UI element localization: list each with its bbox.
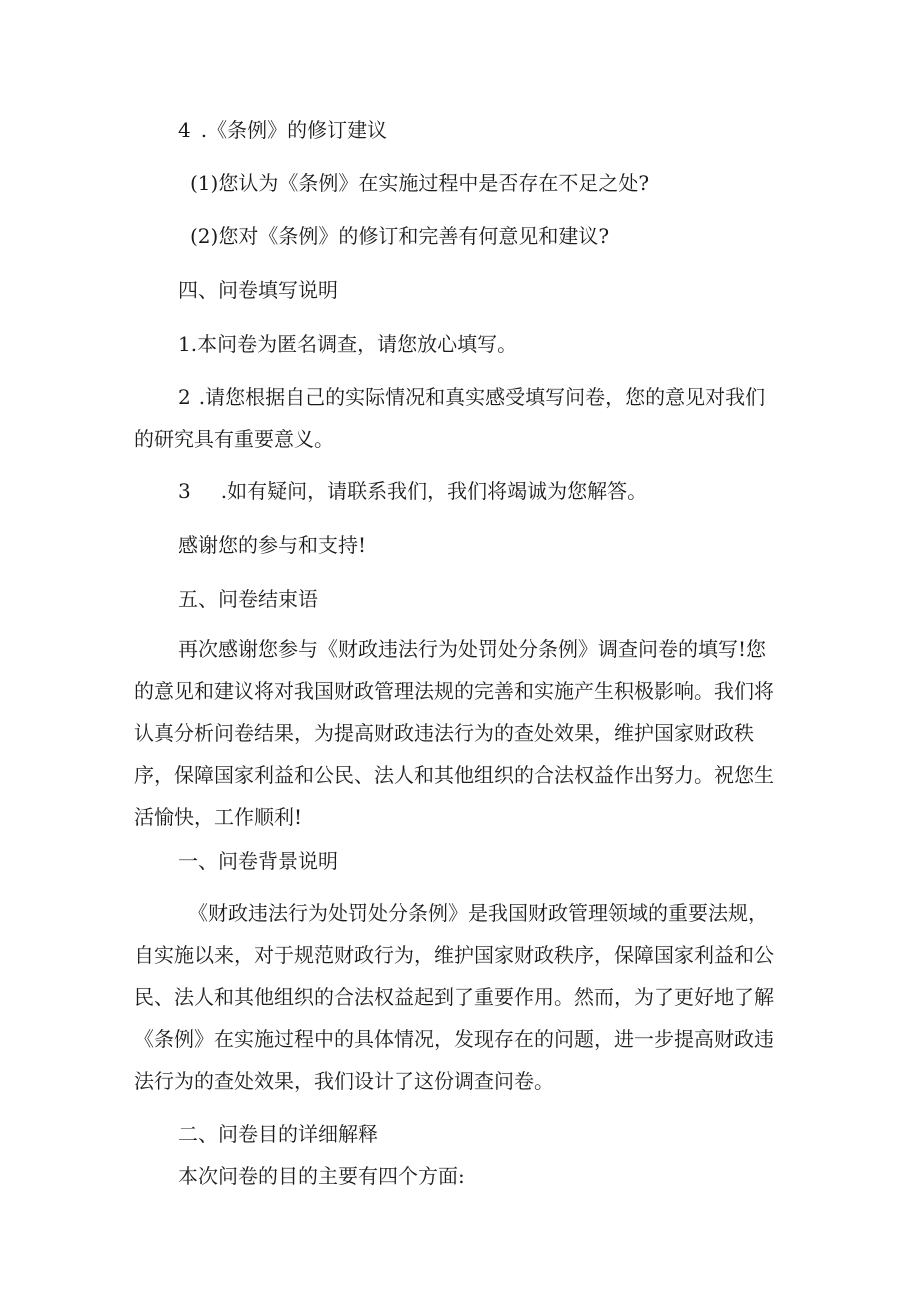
thanks-line: 感谢您的参与和支持!: [178, 533, 367, 557]
question-1: (1)您认为《条例》在实施过程中是否存在不足之处?: [190, 171, 650, 195]
item-4-number: 4: [178, 118, 191, 142]
note-3-text: .如有疑问，请联系我们，我们将竭诚为您解答。: [220, 479, 648, 503]
item-4-heading: [178, 118, 387, 142]
note-2-number: 2: [178, 385, 191, 409]
note-2-text: .请您根据自己的实际情况和真实感受填写问卷，您的意见对我们的研究具有重要意义。: [134, 385, 766, 451]
background-paragraph: 《财政违法行为处罚处分条例》是我国财政管理领域的重要法规，自实施以来，对于规范财政行为，维护国家财政秩序，保障国家利益和公民、法人和其他组织的合法权益起到了重要作用。然而，为了更好地了解《条例》在实施过程中的具体情况，发现存在的问题，进一步提高财政违法行为的查处效果，我们设计了这份调查问卷。: [134, 901, 774, 1093]
purpose-intro: 本次问卷的目的主要有四个方面:: [178, 1164, 465, 1188]
note-3-number: 3: [178, 479, 191, 503]
item-4-text: .《条例》的修订建议: [200, 118, 388, 142]
closing-paragraph: 再次感谢您参与《财政违法行为处罚处分条例》调查问卷的填写!您的意见和建议将对我国财政管理法规的完善和实施产生积极影响。我们将认真分析问卷结果，为提高财政违法行为的查处效果，维护国家财政秩序，保障国家利益和公民、法人和其他组织的合法权益作出努力。祝您生活愉快，工作顺利!: [134, 637, 774, 829]
note-3: [178, 479, 647, 503]
section-2-title: 二、问卷目的详细解释: [178, 1122, 378, 1146]
section-1-title: 一、问卷背景说明: [178, 849, 338, 873]
question-2: (2)您对《条例》的修订和完善有何意见和建议?: [190, 224, 610, 248]
section-5-title: 五、问卷结束语: [178, 587, 318, 611]
note-2: [134, 376, 782, 460]
note-1: 1.本问卷为匿名调查，请您放心填写。: [178, 332, 518, 356]
section-4-title: 四、问卷填写说明: [178, 278, 338, 302]
